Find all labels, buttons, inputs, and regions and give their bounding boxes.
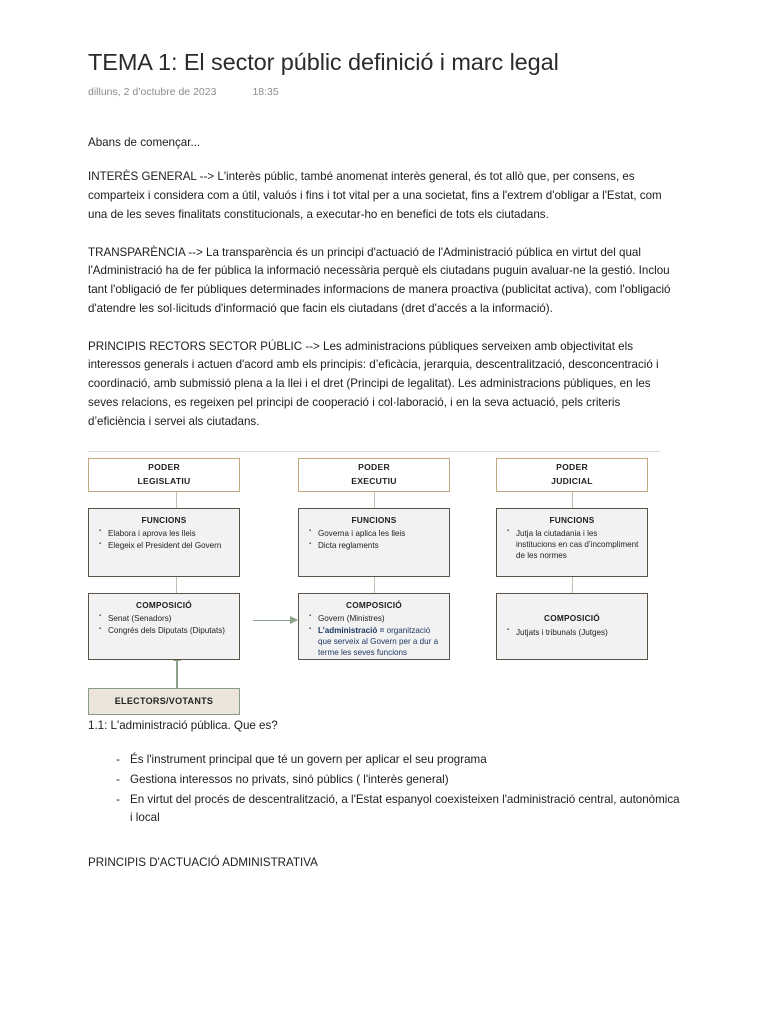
list-item: ▪ Jutja la ciutadania i les institucions en cas d’incompliment de les normes	[516, 528, 639, 561]
list-item: ▪ Senat (Senadors)	[108, 613, 231, 624]
poder-judicial-line1: PODER	[556, 461, 588, 472]
section-heading: 1.1: L'administració pública. Que es?	[88, 718, 278, 732]
composicio-judicial-box	[496, 593, 648, 660]
list-item: - És l'instrument principal que té un govern per aplicar el seu programa	[116, 751, 680, 770]
poder-legislatiu-box	[88, 458, 240, 492]
list-item: ▪ Congrés dels Diputats (Diputats)	[108, 625, 231, 636]
page-title: TEMA 1: El sector públic definició i marc legal	[88, 49, 559, 75]
funcions-legislatiu-list	[97, 528, 231, 551]
document-date: dilluns, 2 d’octubre de 2023	[88, 86, 217, 99]
footer-heading: PRINCIPIS D'ACTUACIÓ ADMINISTRATIVA	[88, 856, 318, 870]
list-item: - En virtut del procés de descentralització, a l'Estat espanyol coexisteixen l'administració central, autonòmica i local	[116, 791, 680, 829]
funcions-legislatiu-box	[88, 508, 240, 577]
connector-legislatiu-funcions-composicio	[176, 577, 177, 593]
poder-legislatiu-line2: LEGISLATIU	[137, 475, 191, 486]
list-item: ▪ Elegeix el President del Govern	[108, 540, 231, 551]
list-item: - Gestiona interessos no privats, sinó públics ( l'interès general)	[116, 771, 680, 790]
list-item: ▪ Dicta reglaments	[318, 540, 441, 551]
paragraph-principis-rectors: PRINCIPIS RECTORS SECTOR PÚBLIC --> Les administracions públiques serveixen amb objectivitat els interessos generals i actuen d'acord amb els principis: d’eficàcia, jerarquia, descentralització, desconcentració i coordinació, amb submissió plena a la llei i el dret (Principi de legalitat). Les administracions públiques, en les seves relacions, es regeixen pel principi de cooperació i col·laboració, i en la seva actuació, pels criteris d’eficiència i servei als ciutadans.	[88, 339, 659, 428]
connector-executiu-funcions-composicio	[374, 577, 375, 593]
composicio-executiu-box	[298, 593, 450, 660]
composicio-legislatiu-head: COMPOSICIÓ	[136, 599, 192, 610]
composicio-judicial-head: COMPOSICIÓ	[544, 613, 600, 624]
composicio-legislatiu-box	[88, 593, 240, 660]
poder-legislatiu-line1: PODER	[148, 461, 180, 472]
list-item: ▪ Jutjats i tribunals (Jutges)	[516, 627, 639, 638]
list-item-administracio	[318, 625, 441, 658]
administracio-term: L’administració =	[318, 626, 385, 636]
funcions-executiu-box	[298, 508, 450, 577]
administracio-definition: organització que serveix al Govern per a dur a terme les seves funcions	[318, 626, 439, 658]
poder-executiu-line2: EXECUTIU	[351, 475, 397, 486]
funcions-executiu-head: FUNCIONS	[351, 514, 397, 525]
funcions-executiu-list	[307, 528, 441, 551]
arrow-legislatiu-to-executiu	[253, 620, 297, 622]
poder-executiu-box	[298, 458, 450, 492]
poder-judicial-box	[496, 458, 648, 492]
connector-legislatiu-poder-funcions	[176, 492, 177, 508]
arrow-electors-to-legislatiu	[176, 660, 178, 688]
electors-votants-label: ELECTORS/VOTANTS	[114, 695, 214, 706]
funcions-judicial-box	[496, 508, 648, 577]
connector-executiu-poder-funcions	[374, 492, 375, 508]
composicio-legislatiu-list	[97, 613, 231, 636]
powers-diagram	[88, 451, 660, 706]
connector-judicial-poder-funcions	[572, 492, 573, 508]
funcions-judicial-head: FUNCIONS	[549, 514, 595, 525]
document-meta	[88, 86, 680, 98]
composicio-executiu-head: COMPOSICIÓ	[346, 599, 402, 610]
funcions-legislatiu-head: FUNCIONS	[141, 514, 187, 525]
paragraph-interes-general: INTERÈS GENERAL --> L'interès públic, també anomenat interès general, és tot allò que, per consens, es comparteix i considera com a útil, valuós i fins i tot vital per a una societat, fins a l'extrem d'obligar a l'Estat, com una de les seves finalitats constitucionals, a executar-ho en benefici de tots els ciutadans.	[88, 170, 662, 221]
poder-executiu-line1: PODER	[358, 461, 390, 472]
connector-judicial-funcions-composicio	[572, 577, 573, 593]
paragraph-transparencia: TRANSPARÈNCIA --> La transparència és un principi d'actuació de l'Administració pública en virtut del qual l'Administració ha de fer pública la informació necessària perquè els ciutadans puguin avaluar-ne la gestió. Inclou tant l'obligació de fer públiques determinades informacions de manera proactiva (publicitat activa), com l'obligació d'atendre les sol·licituds d'informació que facin els ciutadans (dret d'accés a la informació).	[88, 245, 671, 315]
list-item: ▪ Elabora i aprova les lleis	[108, 528, 231, 539]
poder-judicial-line2: JUDICIAL	[551, 475, 593, 486]
section-bullet-list	[88, 751, 680, 828]
body-text	[88, 134, 680, 431]
composicio-judicial-list	[505, 627, 639, 639]
lead-paragraph: Abans de començar...	[88, 136, 201, 150]
list-item: ▪ Governa i aplica les lleis	[318, 528, 441, 539]
list-item: ▪ Govern (Ministres)	[318, 613, 441, 624]
electors-votants-box	[88, 688, 240, 715]
funcions-judicial-list	[505, 528, 639, 561]
document-time: 18:35	[252, 86, 279, 99]
composicio-executiu-list	[307, 613, 441, 659]
